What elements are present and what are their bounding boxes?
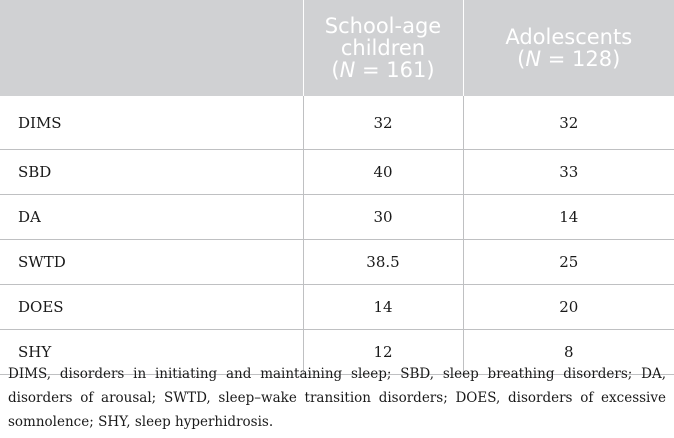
header-empty-cell bbox=[0, 0, 303, 96]
header-school-age-n-label: N bbox=[339, 58, 356, 82]
school-age-value: 30 bbox=[303, 195, 463, 240]
header-adolescents-line1: Adolescents bbox=[505, 25, 633, 49]
adolescents-value: 25 bbox=[463, 240, 674, 285]
header-school-age bbox=[303, 0, 463, 96]
header-school-age-line1: School-age bbox=[324, 14, 442, 38]
school-age-value: 40 bbox=[303, 150, 463, 195]
header-school-age-line2: children bbox=[340, 36, 426, 60]
school-age-value: 14 bbox=[303, 285, 463, 330]
row-label: DIMS bbox=[0, 96, 303, 150]
table-row bbox=[0, 240, 674, 285]
header-adolescents-n-value: = 128) bbox=[541, 47, 621, 71]
adolescents-value: 32 bbox=[463, 96, 674, 150]
row-label: SBD bbox=[0, 150, 303, 195]
table-row bbox=[0, 285, 674, 330]
table-row bbox=[0, 195, 674, 240]
school-age-value: 12 bbox=[303, 330, 463, 375]
table-row bbox=[0, 96, 674, 150]
school-age-value: 32 bbox=[303, 96, 463, 150]
header-adolescents-n-label: N bbox=[525, 47, 542, 71]
row-label: DOES bbox=[0, 285, 303, 330]
table-footnote: DIMS, disorders in initiating and maintaining sleep; SBD, sleep breathing disorders; DA, disorders of arousal; SWTD, sleep–wake transition disorders; DOES, disorders of excessive somnolence; SHY, sleep hyperhidrosis. bbox=[8, 366, 666, 430]
header-school-age-n: (N = 161) bbox=[331, 58, 435, 82]
header-row bbox=[0, 0, 674, 96]
row-label: DA bbox=[0, 195, 303, 240]
table-row bbox=[0, 150, 674, 195]
adolescents-value: 14 bbox=[463, 195, 674, 240]
header-school-age-n-value: = 161) bbox=[355, 58, 435, 82]
adolescents-value: 33 bbox=[463, 150, 674, 195]
adolescents-value: 8 bbox=[463, 330, 674, 375]
row-label: SWTD bbox=[0, 240, 303, 285]
header-adolescents bbox=[463, 0, 674, 96]
school-age-value: 38.5 bbox=[303, 240, 463, 285]
adolescents-value: 20 bbox=[463, 285, 674, 330]
header-adolescents-n: (N = 128) bbox=[517, 47, 621, 71]
row-label: SHY bbox=[0, 330, 303, 375]
